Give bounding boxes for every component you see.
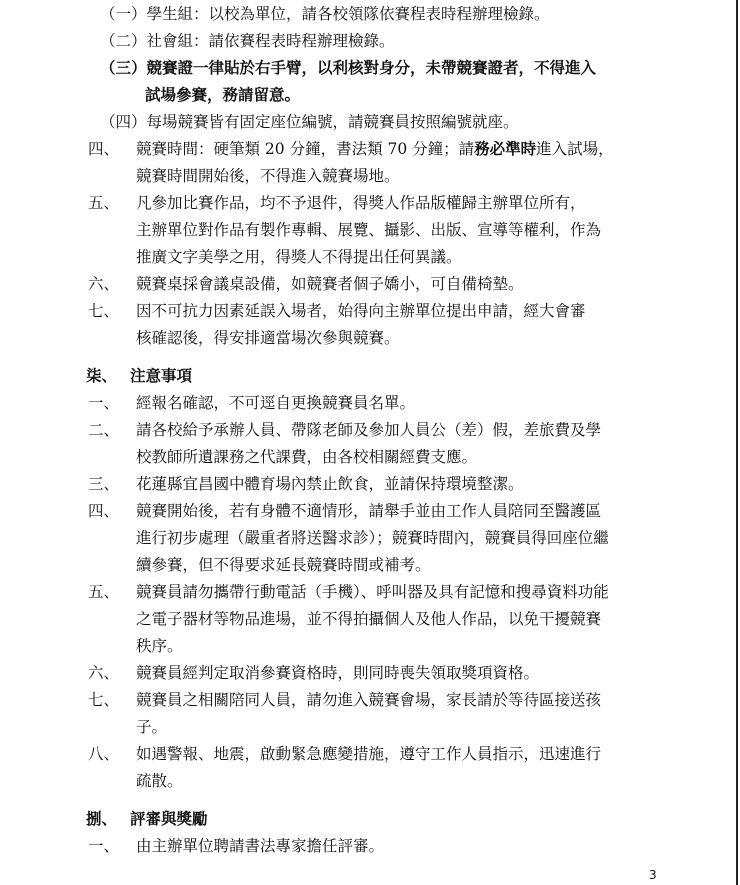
rule-4-number: 四、 — [88, 140, 120, 158]
judging-1-number: 一、 — [88, 837, 120, 855]
page-number: 3 — [649, 868, 657, 882]
notice-1-text: 經報名確認，不可逕自更換競賽員名單。 — [136, 394, 416, 412]
notice-6-number: 六、 — [88, 664, 120, 682]
rule-4-text-b: 進入試場， — [536, 140, 614, 158]
notice-8-number: 八、 — [88, 745, 120, 763]
rule-5-number: 五、 — [88, 194, 120, 212]
notice-4-line3: 續參賽，但不得要求延長競賽時間或補考。 — [136, 556, 431, 574]
section-8-number: 捌、 — [86, 809, 118, 828]
notice-3-number: 三、 — [88, 475, 120, 493]
rule-7-line1: 因不可抗力因素延誤入場者，始得向主辦單位提出申請，經大會審 — [136, 302, 586, 320]
rule-5-line3: 推廣文字美學之用，得獎人不得提出任何異議。 — [136, 248, 462, 266]
rule-4-line1 — [136, 139, 614, 159]
notice-6-text: 競賽員經判定取消參賽資格時，則同時喪失領取獎項資格。 — [136, 664, 540, 682]
notice-5-number: 五、 — [88, 583, 120, 601]
notice-5-line1: 競賽員請勿攜帶行動電話（手機）、呼叫器及具有記憶和搜尋資料功能 — [136, 583, 609, 601]
rule-6-line1: 競賽桌採會議桌設備，如競賽者個子嬌小，可自備椅墊。 — [136, 275, 524, 293]
notice-2-line2: 校教師所遺課務之代課費，由各校相關經費支應。 — [136, 448, 478, 466]
rule-7-line2: 核確認後，得安排適當場次參與競賽。 — [136, 329, 400, 347]
rule-4-emphasis: 務必準時 — [474, 139, 537, 158]
section-7-title: 注意事項 — [130, 366, 193, 385]
notice-4-number: 四、 — [88, 502, 120, 520]
rule-7-number: 七、 — [88, 302, 120, 320]
sub-item-2: （二）社會組：請依賽程表時程辦理檢錄。 — [100, 32, 395, 50]
notice-4-line2: 進行初步處理（嚴重者將送醫求診）；競賽時間內，競賽員得回座位繼 — [136, 529, 609, 547]
judging-1-text: 由主辦單位聘請書法專家擔任評審。 — [136, 837, 385, 855]
notice-7-line2: 子。 — [136, 718, 168, 736]
notice-2-number: 二、 — [88, 421, 120, 439]
notice-5-line2: 之電子器材等物品進場，並不得拍攝個人及他人作品，以免干擾競賽 — [136, 610, 602, 628]
section-7-number: 柒、 — [86, 366, 118, 385]
notice-7-line1: 競賽員之相關陪同人員，請勿進入競賽會場，家長請於等待區接送孩 — [136, 691, 602, 709]
notice-7-number: 七、 — [88, 691, 120, 709]
notice-4-line1: 競賽開始後，若有身體不適情形，請舉手並由工作人員陪同至醫護區 — [136, 502, 602, 520]
rule-5-line2: 主辦單位對作品有製作專輯、展覽、攝影、出版、宣導等權利，作為 — [136, 221, 602, 239]
sub-item-4: （四）每場競賽皆有固定座位編號，請競賽員按照編號就座。 — [100, 113, 519, 131]
notice-3-text: 花蓮縣宜昌國中體育場內禁止飲食，並請保持環境整潔。 — [136, 475, 524, 493]
notice-5-line3: 秩序。 — [136, 637, 183, 655]
rule-4-text-a: 競賽時間：硬筆類 20 分鐘，書法類 70 分鐘；請 — [136, 140, 475, 158]
notice-2-line1: 請各校給予承辦人員、帶隊老師及參加人員公（差）假，差旅費及學 — [136, 421, 602, 439]
rule-6-number: 六、 — [88, 275, 120, 293]
notice-8-line2: 疏散。 — [136, 772, 183, 790]
section-8-title: 評審與獎勵 — [130, 809, 208, 828]
sub-item-1: （一）學生組：以校為單位，請各校領隊依賽程表時程辦理檢錄。 — [100, 5, 550, 23]
rule-4-line2: 競賽時間開始後，不得進入競賽場地。 — [136, 167, 400, 185]
sub-item-3-line1: （三）競賽證一律貼於右手臂，以利核對身分，未帶競賽證者，不得進入 — [100, 58, 597, 77]
notice-8-line1: 如遇警報、地震，啟動緊急應變措施，遵守工作人員指示，迅速進行 — [136, 745, 602, 763]
rule-5-line1: 凡參加比賽作品，均不予退件，得獎人作品版權歸主辦單位所有， — [136, 194, 586, 212]
page-right-border — [736, 0, 738, 885]
sub-item-3-line2: 試場參賽，務請留意。 — [145, 85, 301, 104]
notice-1-number: 一、 — [88, 394, 120, 412]
